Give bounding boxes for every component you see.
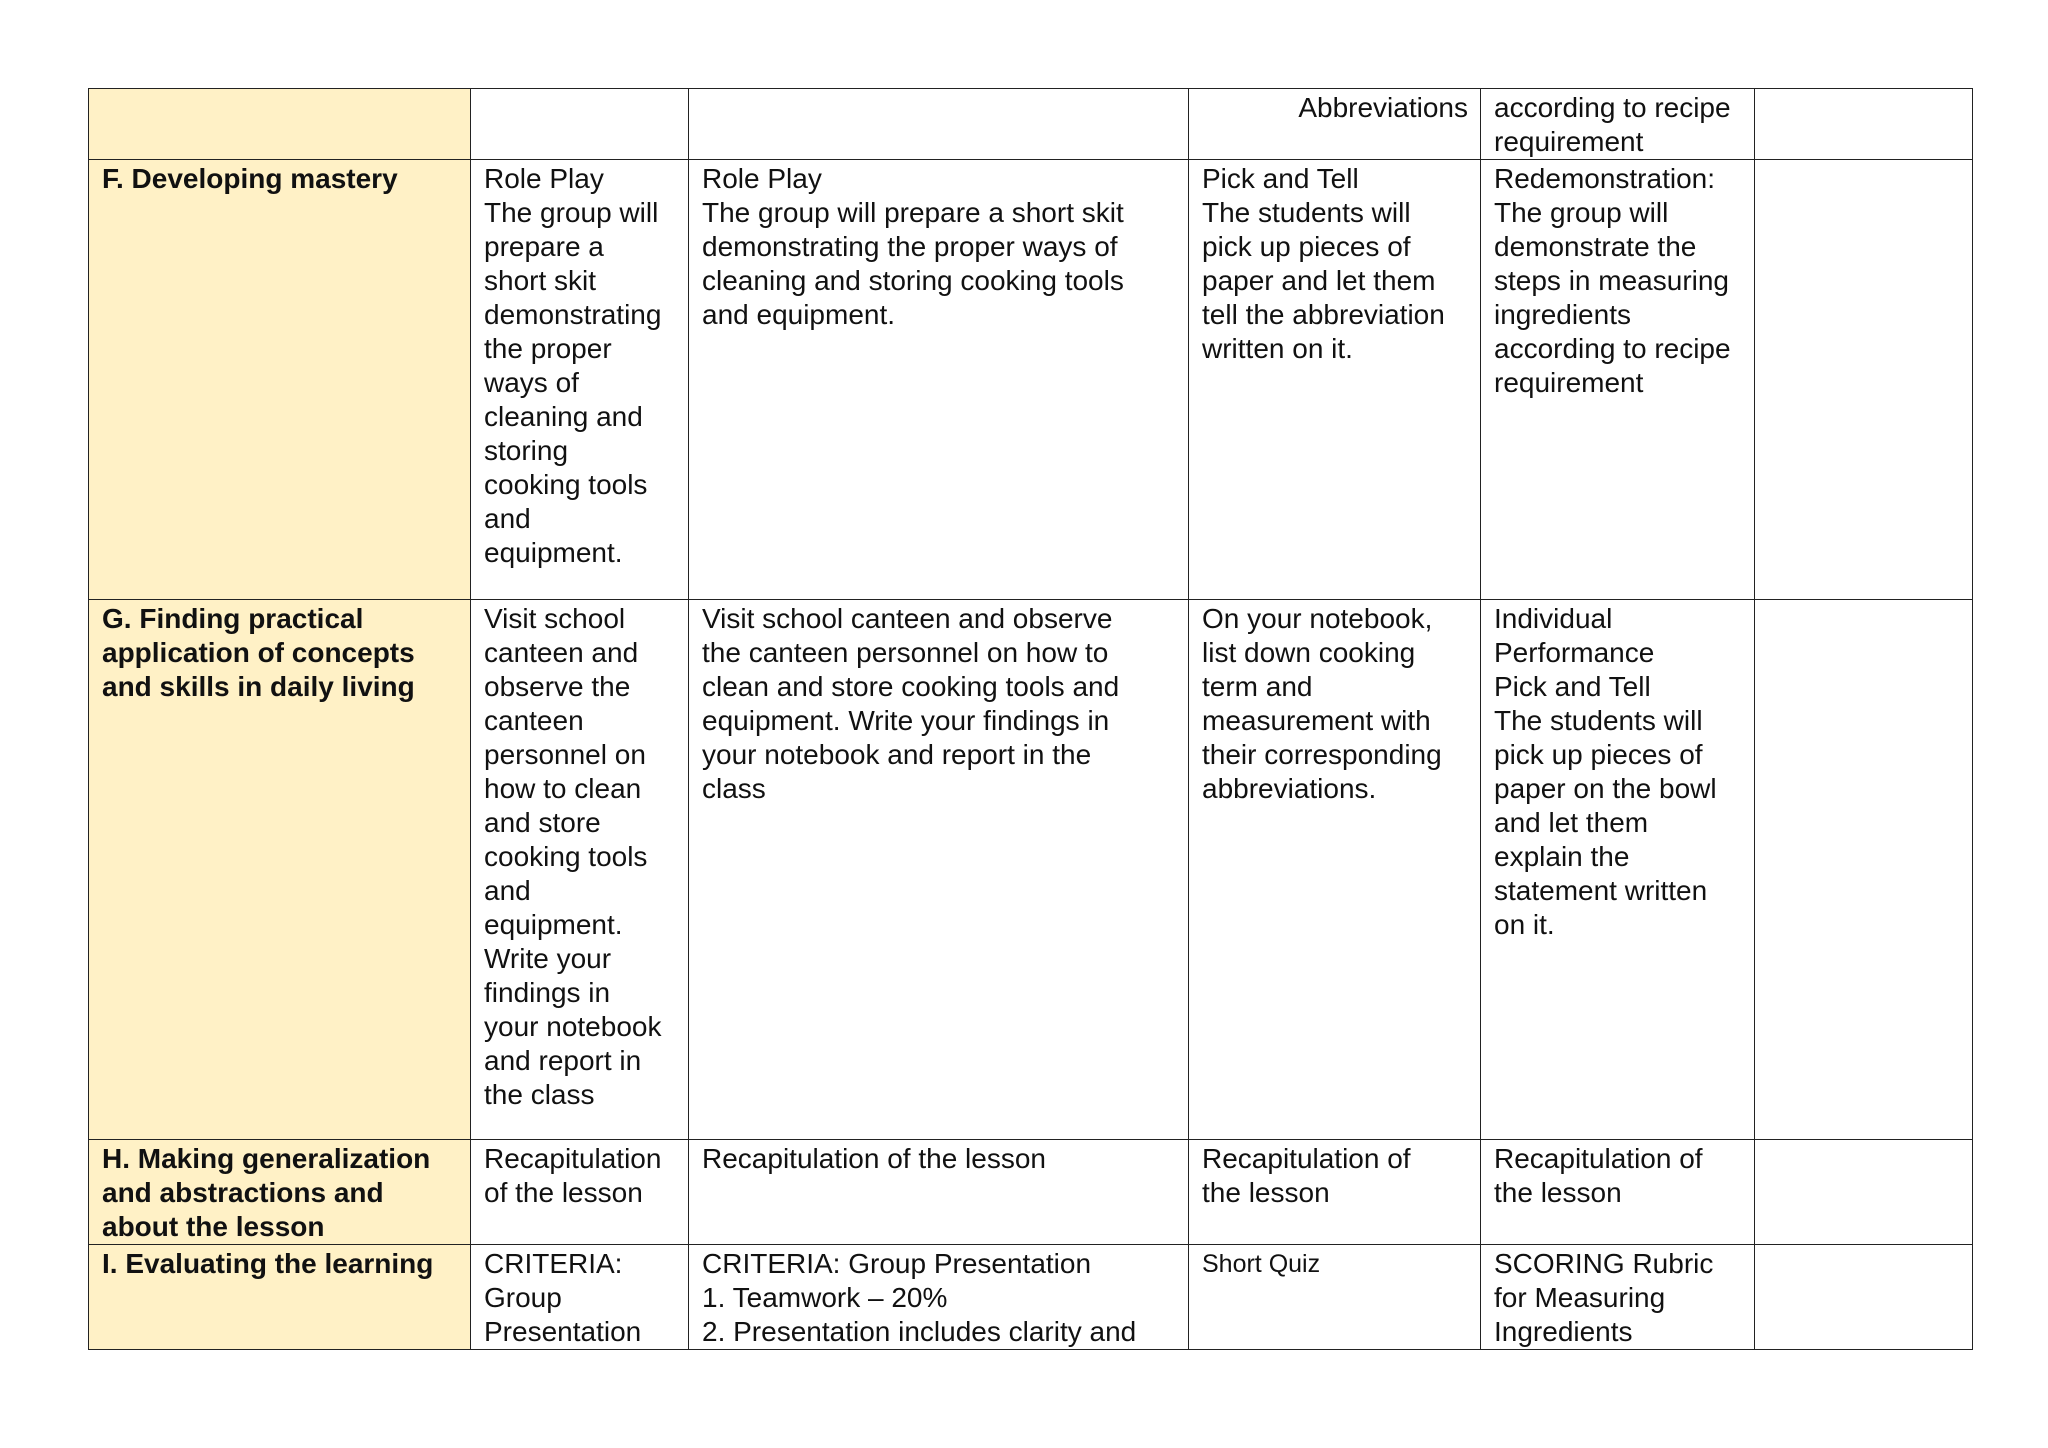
table-cell: CRITERIA: Group Presentation — [471, 1245, 689, 1350]
lesson-plan-table — [88, 88, 1973, 1350]
table-row — [89, 1245, 1973, 1350]
table-cell: Redemonstration: The group will demonstrate the steps in measuring ingredients according to recipe requirement — [1481, 160, 1755, 600]
table-cell: CRITERIA: Group Presentation 1. Teamwork – 20% 2. Presentation includes clarity and — [689, 1245, 1189, 1350]
table-cell — [1755, 600, 1973, 1140]
table-cell: Abbreviations — [1189, 89, 1481, 160]
table-cell: Visit school canteen and observe the canteen personnel on how to clean and store cooking tools and equipment. Write your findings in your notebook and report in the class — [471, 600, 689, 1140]
table-cell: Recapitulation of the lesson — [1481, 1140, 1755, 1245]
table-cell: Recapitulation of the lesson — [471, 1140, 689, 1245]
row-label-cell: G. Finding practical application of concepts and skills in daily living — [89, 600, 471, 1140]
table-cell: Individual Performance Pick and Tell The students will pick up pieces of paper on the bowl and let them explain the statement written on it. — [1481, 600, 1755, 1140]
table-cell: On your notebook, list down cooking term and measurement with their corresponding abbreviations. — [1189, 600, 1481, 1140]
table-row — [89, 160, 1973, 600]
table-cell: Visit school canteen and observe the canteen personnel on how to clean and store cooking tools and equipment. Write your findings in your notebook and report in the class — [689, 600, 1189, 1140]
table-row — [89, 600, 1973, 1140]
table-cell — [1755, 160, 1973, 600]
table-cell: SCORING Rubric for Measuring Ingredients — [1481, 1245, 1755, 1350]
row-label-cell: F. Developing mastery — [89, 160, 471, 600]
table-cell: Role Play The group will prepare a short skit demonstrating the proper ways of cleaning and storing cooking tools and equipment. — [471, 160, 689, 600]
table-cell: Recapitulation of the lesson — [689, 1140, 1189, 1245]
table-cell: Short Quiz — [1189, 1245, 1481, 1350]
table-cell — [471, 89, 689, 160]
table-cell: Role Play The group will prepare a short skit demonstrating the proper ways of cleaning and storing cooking tools and equipment. — [689, 160, 1189, 600]
row-label-cell — [89, 89, 471, 160]
table-cell: Pick and Tell The students will pick up pieces of paper and let them tell the abbreviation written on it. — [1189, 160, 1481, 600]
table-cell: Recapitulation of the lesson — [1189, 1140, 1481, 1245]
table-cell — [689, 89, 1189, 160]
table-row — [89, 89, 1973, 160]
row-label-cell: H. Making generalization and abstractions and about the lesson — [89, 1140, 471, 1245]
row-label-cell: I. Evaluating the learning — [89, 1245, 471, 1350]
table-cell: according to recipe requirement — [1481, 89, 1755, 160]
table-cell — [1755, 1245, 1973, 1350]
table-cell — [1755, 89, 1973, 160]
table-row — [89, 1140, 1973, 1245]
table-cell — [1755, 1140, 1973, 1245]
